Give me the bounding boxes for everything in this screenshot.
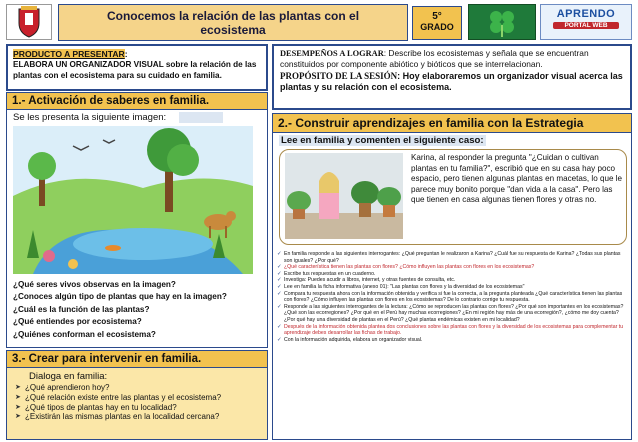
- activity-item: ✓ Investiga: Puedes acudir a libros, internet, y otras fuentes de consulta, etc.: [277, 277, 627, 284]
- page-title: Conocemos la relación de las plantas con el: [106, 9, 360, 23]
- purpose-text: : Hoy elaboraremos un organizador visual acerca las plantas y su relación con el ecosistema.: [280, 70, 623, 93]
- product-heading: PRODUCTO A PRESENTAR: [13, 49, 125, 59]
- grade-badge: [412, 6, 462, 40]
- section1-intro: Se les presenta la siguiente imagen:: [13, 112, 167, 123]
- page-title-line2: ecosistema: [200, 23, 266, 37]
- section1-title: 1.- Activación de saberes en familia.: [6, 92, 268, 110]
- activity-item: ✓ Lee en familia la ficha informativa (anexo 01): "Las plantas con flores y la diversidad de los ecosistemas": [277, 284, 627, 291]
- section1-questions: [13, 279, 227, 341]
- section3-title: 3.- Crear para intervenir en familia.: [6, 350, 268, 368]
- clover-logo: [468, 4, 536, 40]
- aprendo-logo: [540, 4, 632, 40]
- dialog-title: Dialoga en familia:: [29, 371, 108, 382]
- purpose-label: PROPÓSITO DE LA SESIÓN: [280, 70, 398, 81]
- dialog-item: ➤ ¿Qué tipos de plantas hay en tu localidad?: [15, 403, 259, 413]
- question-item: ¿Cuál es la función de las plantas?: [13, 304, 150, 314]
- activity-item: ✓ Compara tu respuesta ahora con la información obtenida y verifica si fue la correcta, a la pregunta planteada ¿Qué característica tienen las plantas con flores? ¿Cómo influyen las plantas con flores en los ecosistemas? De lo contrario corrige tu respuesta.: [277, 291, 627, 304]
- section2-box: [272, 133, 632, 440]
- performance-box: [272, 44, 632, 110]
- question-item: ¿Qué entiendes por ecosistema?: [13, 317, 142, 327]
- question-item: ¿Qué seres vivos observas en la imagen?: [13, 280, 176, 289]
- page-title-box: [58, 4, 408, 41]
- intro-highlight: [179, 112, 223, 123]
- aprendo-logo-sub: PORTAL WEB: [553, 22, 619, 29]
- performance-text: : Describe los ecosistemas y señala que se encuentran constituidos por componente abiótico y bióticos que se interrelacionan.: [280, 48, 589, 70]
- activity-list: [277, 251, 627, 343]
- section1-box: [6, 110, 268, 348]
- activity-item: ✓ Después de la información obtenida plantea dos conclusiones sobre las plantas con flores y la diversidad de los ecosistemas para complementar tu aprendizaje debes desarrollar las fichas de trabajo.: [277, 324, 627, 337]
- product-text: ELABORA UN ORGANIZADOR VISUAL sobre la relación de las plantas con el ecosistema para su cuidado en familia.: [13, 60, 257, 80]
- grade-number: 5°: [432, 11, 442, 22]
- case-text: Karina, al responder la pregunta "¿Cuidan o cultivan plantas en tu familia?", escribió que en su casa hay poco espacio, pero tienen algunas plantas en macetas, lo que le parece muy bonito porque "dan vida a la casa". Pero las que tienen en casa algunas tienen flores y otras no.: [411, 153, 623, 204]
- section3-box: [6, 368, 268, 440]
- school-shield-logo: [6, 4, 52, 40]
- case-photo: [285, 153, 403, 239]
- activity-item: ✓ Con la información adquirida, elabora un organizador visual.: [277, 337, 627, 344]
- dialog-item: ➤ ¿Qué relación existe entre las plantas y el ecosistema?: [15, 393, 259, 403]
- product-box: [6, 44, 268, 91]
- ecosystem-illustration: [13, 126, 253, 274]
- dialog-item: ➤ ¿Qué aprendieron hoy?: [15, 383, 259, 393]
- section2-title: 2.- Construir aprendizajes en familia con la Estrategia: [272, 113, 632, 133]
- product-colon: :: [124, 49, 128, 59]
- section2-intro: Lee en familia y comenten el siguiente caso:: [281, 135, 484, 146]
- activity-item: ✓ Responde a las siguientes interrogantes de la lectura: ¿Cómo se reproducen las plantas con flores? ¿Por qué son importantes en los ecosistemas? ¿Qué son las ecorregiones? ¿Por qué en el Perú hay muchas ecorregiones? ¿En mi región hay más de una ecorregión?, ¿cómo me doy cuenta? ¿Por qué hay una diversidad de plantas en el Perú? ¿Qué plantas endémicas existen en mi localidad?: [277, 304, 627, 324]
- activity-item: ✓ Escribe tus respuestas en un cuaderno.: [277, 271, 627, 278]
- question-item: ¿Quiénes conforman el ecosistema?: [13, 329, 156, 339]
- aprendo-logo-text: APRENDO: [556, 8, 616, 20]
- activity-item: ✓ En familia responde a las siguientes interrogantes: ¿Qué preguntan le realizaron a Karina? ¿Cuál fue su respuesta de Karina? ¿Todas sus plantas son iguales? ¿Por qué?: [277, 251, 627, 264]
- grade-label: GRADO: [420, 22, 454, 32]
- activity-item: ✓ ¿Qué característica tienen las plantas con flores? ¿Cómo influyen las plantas con flores en los ecosistemas?: [277, 264, 627, 271]
- question-item: ¿Conoces algún tipo de plantas que hay en la imagen?: [13, 292, 227, 302]
- dialog-list: [15, 383, 259, 422]
- performance-label: DESEMPEÑOS A LOGRAR: [280, 49, 384, 58]
- dialog-item: ➤ ¿Existirán las mismas plantas en la localidad cercana?: [15, 412, 259, 422]
